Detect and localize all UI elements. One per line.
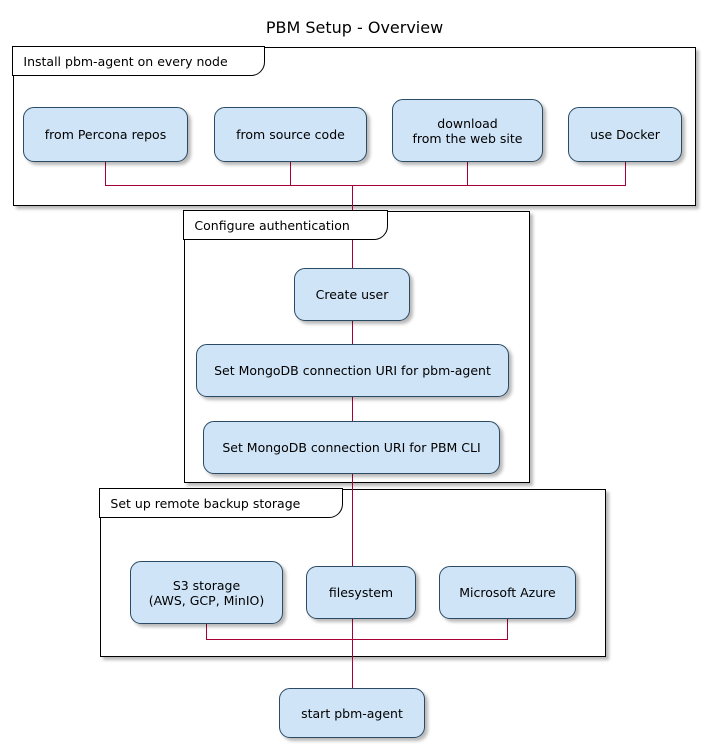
node-create-user-label: Create user xyxy=(315,287,389,302)
connector-docker-down xyxy=(625,162,626,186)
connector-source-down xyxy=(290,162,291,186)
node-use-docker-label: use Docker xyxy=(590,127,660,142)
node-set-mongodb-uri-pbm-agent[interactable] xyxy=(196,344,509,397)
node-filesystem[interactable] xyxy=(306,566,416,619)
node-download-from-web-site[interactable] xyxy=(392,99,543,162)
connector-percona-down xyxy=(105,162,106,186)
frame-install-label-tab xyxy=(12,46,265,76)
node-set-mongodb-uri-pbm-cli-label: Set MongoDB connection URI for PBM CLI xyxy=(222,440,481,455)
node-download-from-web-site-label2: from the web site xyxy=(412,130,523,146)
node-from-source-code[interactable] xyxy=(214,107,367,162)
node-set-mongodb-uri-pbm-agent-label: Set MongoDB connection URI for pbm-agent xyxy=(214,363,491,378)
frame-auth-label: Configure authentication xyxy=(194,217,350,233)
connector-install-bus xyxy=(105,185,626,186)
node-start-pbm-agent[interactable] xyxy=(279,688,425,738)
node-set-mongodb-uri-pbm-cli[interactable] xyxy=(203,421,500,474)
node-from-percona-repos-label: from Percona repos xyxy=(44,127,167,142)
node-use-docker[interactable] xyxy=(568,107,682,162)
node-filesystem-label: filesystem xyxy=(328,585,394,600)
connector-storage-bus xyxy=(206,639,508,640)
connector-azure-down xyxy=(507,619,508,640)
connector-web-down xyxy=(467,162,468,186)
node-s3-storage-label2: (AWS, GCP, MinIO) xyxy=(148,592,265,608)
node-from-percona-repos[interactable] xyxy=(23,107,188,162)
connector-s3-down xyxy=(206,624,207,640)
frame-storage-label-tab xyxy=(99,488,343,518)
frame-install-label: Install pbm-agent on every node xyxy=(23,53,228,69)
diagram-title: PBM Setup - Overview xyxy=(265,18,444,37)
node-s3-storage-label: S3 storage xyxy=(172,577,241,593)
frame-storage-label: Set up remote backup storage xyxy=(110,495,301,511)
node-from-source-code-label: from source code xyxy=(236,127,345,142)
node-microsoft-azure-label: Microsoft Azure xyxy=(459,585,556,600)
node-create-user[interactable] xyxy=(294,268,410,321)
node-download-from-web-site-label: download xyxy=(437,115,498,131)
node-microsoft-azure[interactable] xyxy=(439,566,576,619)
node-start-pbm-agent-label: start pbm-agent xyxy=(301,705,403,721)
frame-auth-label-tab xyxy=(183,210,388,240)
node-s3-storage[interactable] xyxy=(130,561,283,624)
